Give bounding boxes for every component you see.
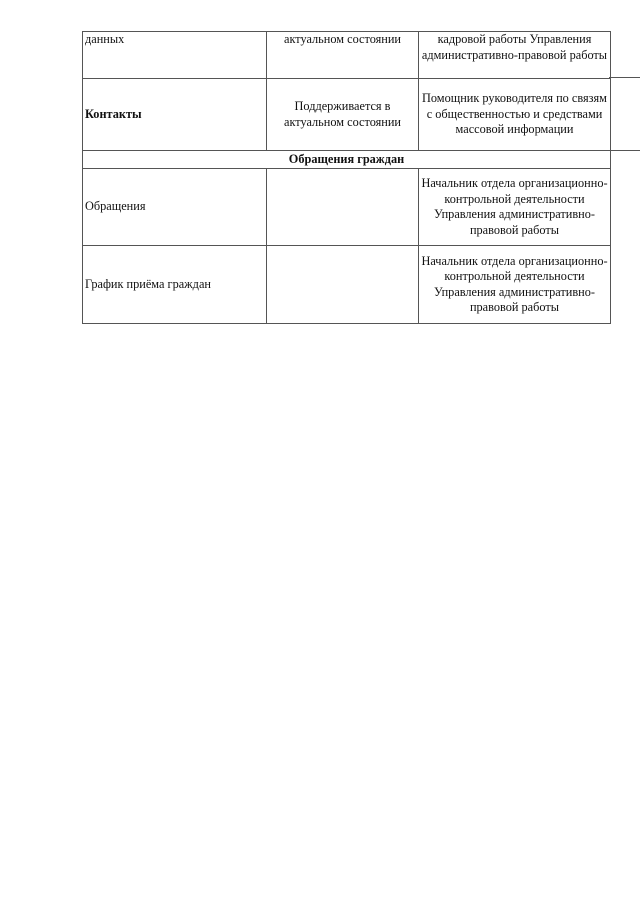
table-border-extension xyxy=(609,77,640,78)
table-row xyxy=(83,32,611,79)
table-row xyxy=(83,169,611,246)
section-name-cell: Контакты xyxy=(83,79,267,151)
status-cell: актуальном состоянии xyxy=(267,32,419,79)
table-row xyxy=(83,79,611,151)
responsible-cell: Начальник отдела организационно-контрольной деятельности Управления административно-правовой работы xyxy=(419,246,611,324)
responsible-cell: Начальник отдела организационно-контрольной деятельности Управления административно-правовой работы xyxy=(419,169,611,246)
responsibility-table xyxy=(82,31,611,324)
status-cell xyxy=(267,169,419,246)
section-name-cell: График приёма граждан xyxy=(83,246,267,324)
status-cell xyxy=(267,246,419,324)
table-row xyxy=(83,246,611,324)
section-title: Обращения граждан xyxy=(83,151,611,169)
section-header-row xyxy=(83,151,611,169)
section-name-cell: Обращения xyxy=(83,169,267,246)
section-name-cell: данных xyxy=(83,32,267,79)
status-cell: Поддерживается в актуальном состоянии xyxy=(267,79,419,151)
responsible-cell: кадровой работы Управления административно-правовой работы xyxy=(419,32,611,79)
responsible-cell: Помощник руководителя по связям с общественностью и средствами массовой информации xyxy=(419,79,611,151)
table-border-extension xyxy=(609,150,640,151)
